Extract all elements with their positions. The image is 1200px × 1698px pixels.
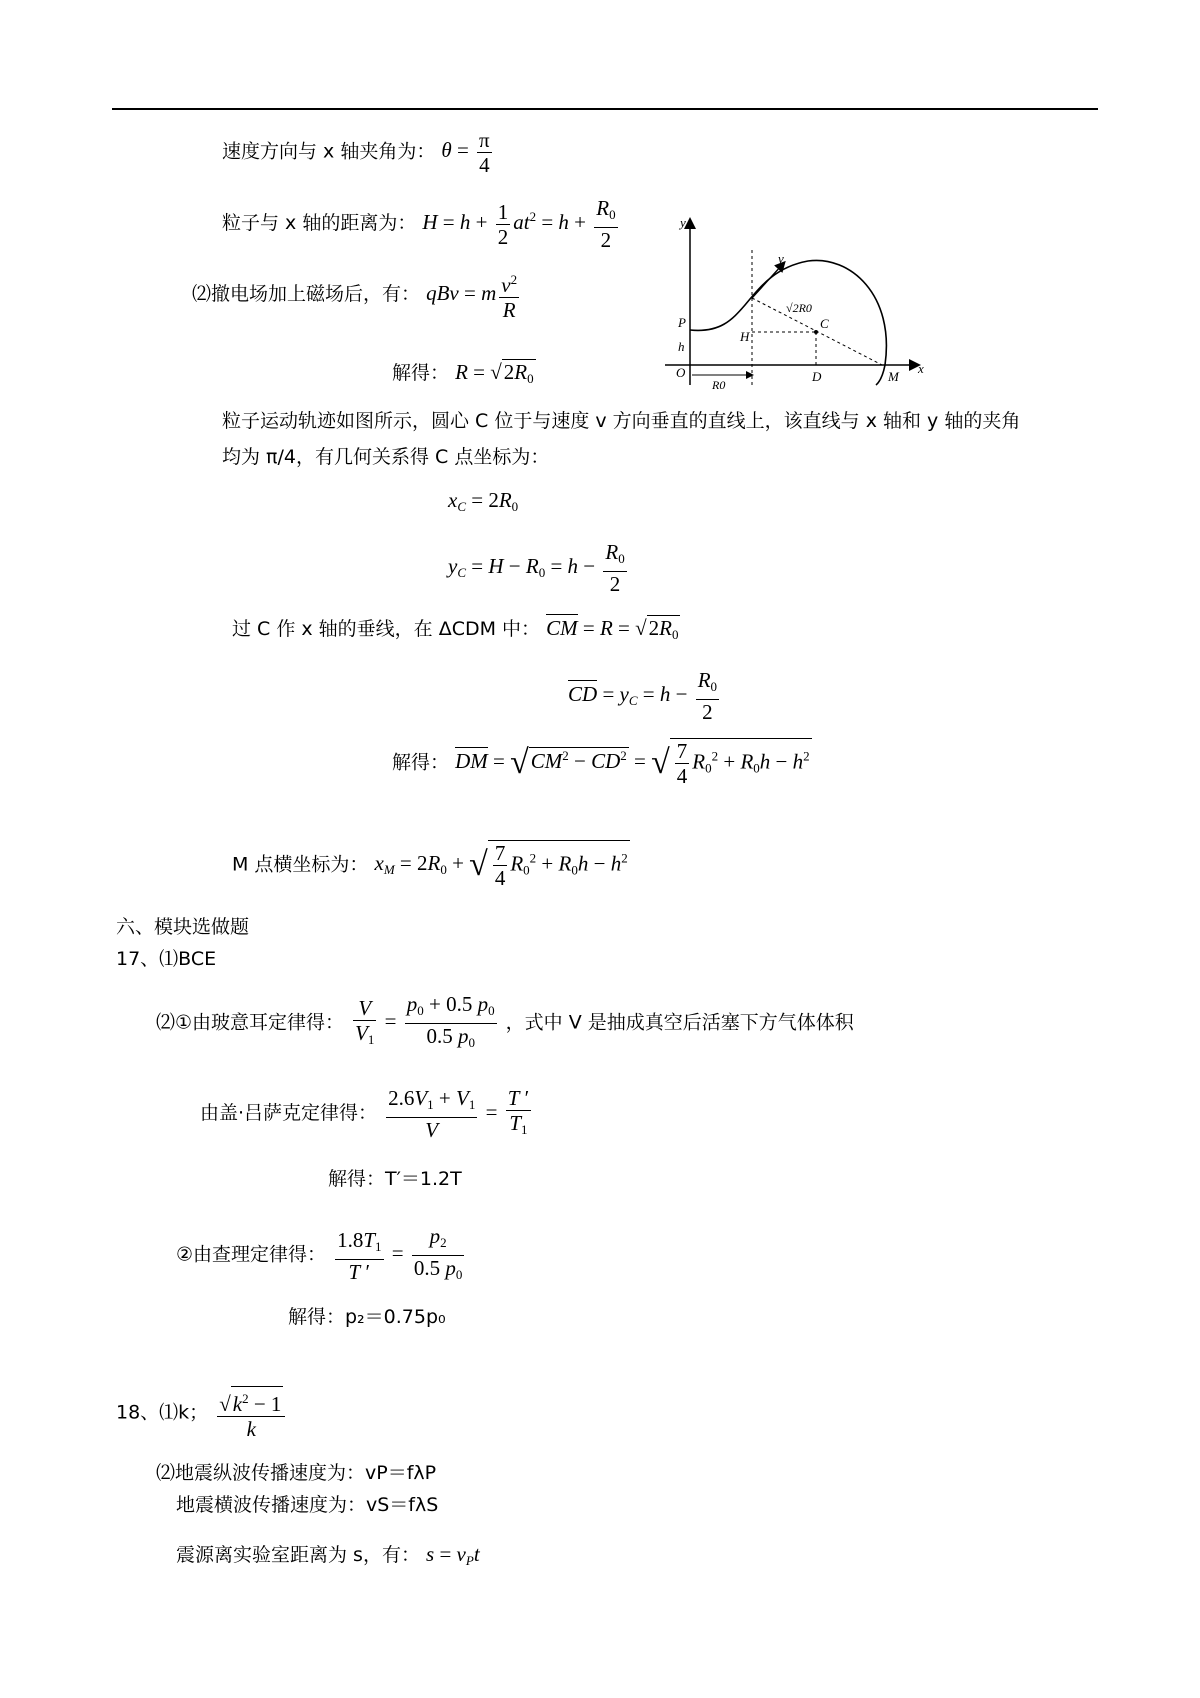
radius-line xyxy=(392,358,536,387)
angle-label: 速度方向与 x 轴夹角为： xyxy=(222,140,436,163)
distance-label: 粒子与 x 轴的距离为： xyxy=(222,211,417,234)
r0-label: R0 xyxy=(712,378,726,392)
xm-label: M 点横坐标为： xyxy=(232,853,369,876)
q17-gaylussac-label: 由盖·吕萨克定律得： xyxy=(200,1101,378,1124)
xm-line xyxy=(232,840,630,890)
distance-line xyxy=(222,196,621,252)
p-label: P xyxy=(678,315,686,330)
q17-boyle-formula: $\frac{V}{V_1}$ = $\frac{p_0 + 0.5 p_0}{0.5 p_0}$ xyxy=(355,992,495,1050)
trajectory-curve xyxy=(690,260,886,385)
q17-result-1: 解得：T′＝1.2T xyxy=(328,1168,462,1190)
dm-label: 解得： xyxy=(392,751,450,774)
xc-formula: $x_C = 2R_0$ xyxy=(448,488,519,514)
distance-formula: H = h + $\frac{1}{2}$ $at^2 = h$ + $\frac{R_0}{2}$ xyxy=(422,196,616,252)
yc-formula: $y_C = H - R_0 = h$ − $\frac{R_0}{2}$ xyxy=(448,540,625,596)
q17-charles-line xyxy=(176,1224,467,1287)
q17-result-2: 解得：p₂＝0.75p₀ xyxy=(288,1306,446,1328)
magnetic-formula: qBv = m $\frac{v^2}{R}$ xyxy=(426,281,522,305)
magnetic-line xyxy=(192,268,522,322)
q18-s-wave: 地震横波传播速度为：vS＝fλS xyxy=(176,1494,439,1516)
q18-part1-formula: $\frac{√k^2 - 1}{k}$ xyxy=(214,1399,288,1423)
magnetic-label: ⑵撤电场加上磁场后，有： xyxy=(192,282,421,305)
section-six-title: 六、模块选做题 xyxy=(116,916,250,938)
q18-distance-line xyxy=(176,1540,480,1569)
radius-formula: $R = √2R_0$ xyxy=(455,360,534,386)
cd-formula: CD = $y_C = h$ − $\frac{R_0}{2}$ xyxy=(568,668,718,724)
y-label: y xyxy=(680,215,686,230)
q17-boyle-note: ，式中 V 是抽成真空后活塞下方气体体积 xyxy=(505,1011,854,1034)
cm-formula: CM = $R = √2R_0$ xyxy=(546,616,679,642)
q17-boyle-label: ⑵①由玻意耳定律得： xyxy=(156,1011,345,1034)
m-label: M xyxy=(888,369,899,384)
trajectory-text-1: 粒子运动轨迹如图所示，圆心 C 位于与速度 v 方向垂直的直线上，该直线与 x 轴和 y 轴的夹角 xyxy=(222,410,1021,432)
v-label: v xyxy=(778,251,784,266)
angle-line xyxy=(222,128,495,177)
q18-part1-line xyxy=(116,1386,288,1441)
header-rule xyxy=(112,108,1098,110)
dm-line xyxy=(392,738,812,788)
q18-distance-formula: $s = v_Pt$ xyxy=(426,1542,480,1568)
radius-label: 解得： xyxy=(392,362,450,384)
c-label: C xyxy=(820,316,829,331)
q17-gaylussac-line xyxy=(200,1086,534,1142)
q18-part1-label: 18、⑴k； xyxy=(116,1401,209,1424)
cdm-line xyxy=(232,614,680,643)
d-label: D xyxy=(812,369,822,384)
o-label: O xyxy=(676,365,686,380)
velocity-arrow xyxy=(752,265,782,298)
q18-distance-label: 震源离实验室距离为 s，有： xyxy=(176,1544,420,1566)
q18-p-wave: ⑵地震纵波传播速度为：vP＝fλP xyxy=(156,1462,437,1484)
q17-charles-formula: $\frac{1.8T_1}{T '}$ = $\frac{p_2}{0.5 p_0}$ xyxy=(337,1224,463,1284)
big-h-label: H xyxy=(740,329,750,344)
trajectory-figure xyxy=(660,215,930,395)
angle-formula: θ = $\frac{\pi}{4}$ xyxy=(441,128,490,177)
xm-formula: $x_M = 2R_0$ + √ $\frac{7}{4}$ $R_0^2 + R_0h - h^2$ xyxy=(374,841,628,890)
q17-part1: 17、⑴BCE xyxy=(116,948,217,970)
h-label: h xyxy=(678,339,685,354)
center-c xyxy=(814,330,818,334)
trajectory-text-2: 均为 π/4，有几何关系得 C 点坐标为： xyxy=(222,446,550,468)
dm-formula: DM = $√CM^2 - CD^2$ = √ $\frac{7}{4}$ $R_0^2 + R_0h - h^2$ xyxy=(455,739,810,788)
sqrt2r0-label: √2R0 xyxy=(786,301,812,315)
q17-gaylussac-formula: $\frac{2.6V_1 + V_1}{V}$ = $\frac{T '}{T_1}$ xyxy=(388,1086,530,1142)
q17-charles-label: ②由查理定律得： xyxy=(176,1243,327,1266)
q17-boyle-line xyxy=(156,992,854,1055)
x-label: x xyxy=(918,361,924,376)
cdm-label: 过 C 作 x 轴的垂线，在 ΔCDM 中： xyxy=(232,618,541,640)
